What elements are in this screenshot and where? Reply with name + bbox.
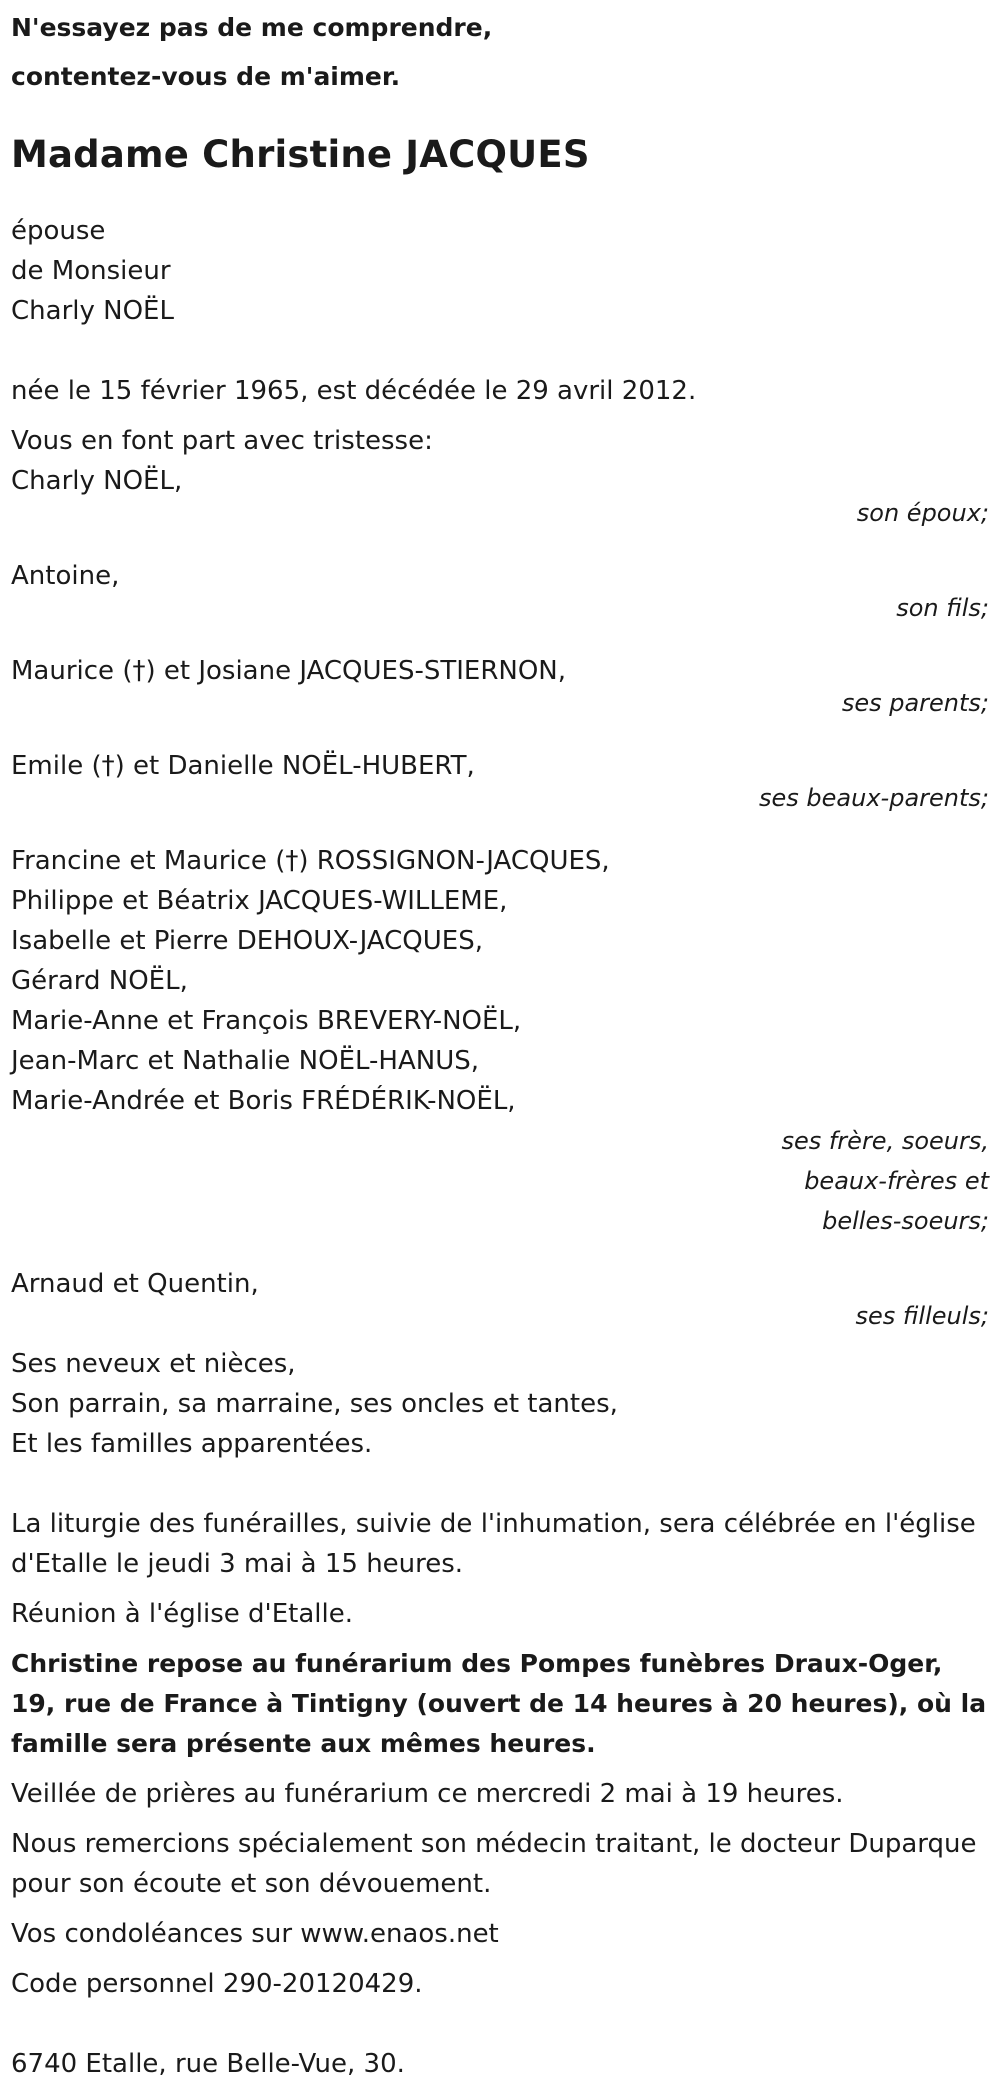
other-relatives-line: Et les familles apparentées. [11,1429,373,1459]
home-address: 6740 Etalle, rue Belle-Vue, 30. [11,2049,405,2079]
family-member: Francine et Maurice (†) ROSSIGNON-JACQUES, [11,846,610,876]
family-member: Isabelle et Pierre DEHOUX-JACQUES, [11,926,483,956]
family-member: Philippe et Béatrix JACQUES-WILLEME, [11,886,508,916]
family-role: son fils; [896,594,989,622]
family-role: son époux; [856,499,989,527]
family-member: Emile (†) et Danielle NOËL-HUBERT, [11,751,475,781]
family-role: ses filleuls; [855,1302,989,1330]
spouse-name: Charly NOËL [11,296,174,326]
spouse-block [11,211,989,331]
family-group [11,461,989,533]
birth-death-dates: née le 15 février 1965, est décédée le 29 avril 2012. [11,376,697,406]
personal-code: Code personnel 290-20120429. [11,1969,423,1999]
announcement-intro: Vous en font part avec tristesse: [11,426,433,456]
spouse-line: épouse [11,216,106,246]
motto [11,3,989,101]
family-role: ses frère, soeurs, [781,1127,989,1155]
family-group [11,746,989,818]
family-member: Maurice (†) et Josiane JACQUES-STIERNON, [11,656,567,686]
family-member: Arnaud et Quentin, [11,1269,259,1299]
other-relatives [11,1344,989,1464]
other-relatives-line: Ses neveux et nièces, [11,1349,296,1379]
meeting-text: Réunion à l'église d'Etalle. [11,1599,353,1629]
family-member: Jean-Marc et Nathalie NOËL-HANUS, [11,1046,479,1076]
family-group [11,556,989,628]
repose-text: Christine repose au funérarium des Pompes funèbres Draux-Oger, 19, rue de France à Tintigny (ouvert de 14 heures à 20 heures), où la famille sera présente aux mêmes heures. [11,1649,987,1758]
family-role: ses beaux-parents; [759,784,989,812]
obituary-notice [11,0,989,2084]
family-member: Marie-Anne et François BREVERY-NOËL, [11,1006,522,1036]
family-member: Marie-Andrée et Boris FRÉDÉRIK-NOËL, [11,1086,516,1116]
deceased-name: Madame Christine JACQUES [11,133,590,176]
other-relatives-line: Son parrain, sa marraine, ses oncles et tantes, [11,1389,618,1419]
family-member: Charly NOËL, [11,466,183,496]
motto-line: N'essayez pas de me comprendre, [11,13,493,42]
family-group [11,651,989,723]
family-group [11,841,989,1241]
family-role: belles-soeurs; [822,1207,989,1235]
liturgy-text: La liturgie des funérailles, suivie de l'inhumation, sera célébrée en l'église d'Etalle le jeudi 3 mai à 15 heures. [11,1509,976,1579]
family-member: Gérard NOËL, [11,966,188,996]
spouse-line: de Monsieur [11,256,171,286]
family-list [11,461,989,1336]
thanks-text: Nous remercions spécialement son médecin traitant, le docteur Duparque pour son écoute et son dévouement. [11,1829,977,1899]
family-role: beaux-frères et [804,1167,989,1195]
family-role: ses parents; [841,689,989,717]
family-member: Antoine, [11,561,120,591]
family-group [11,1264,989,1336]
motto-line: contentez-vous de m'aimer. [11,62,401,91]
vigil-text: Veillée de prières au funérarium ce mercredi 2 mai à 19 heures. [11,1779,844,1809]
condolences-text: Vos condoléances sur www.enaos.net [11,1919,499,1949]
